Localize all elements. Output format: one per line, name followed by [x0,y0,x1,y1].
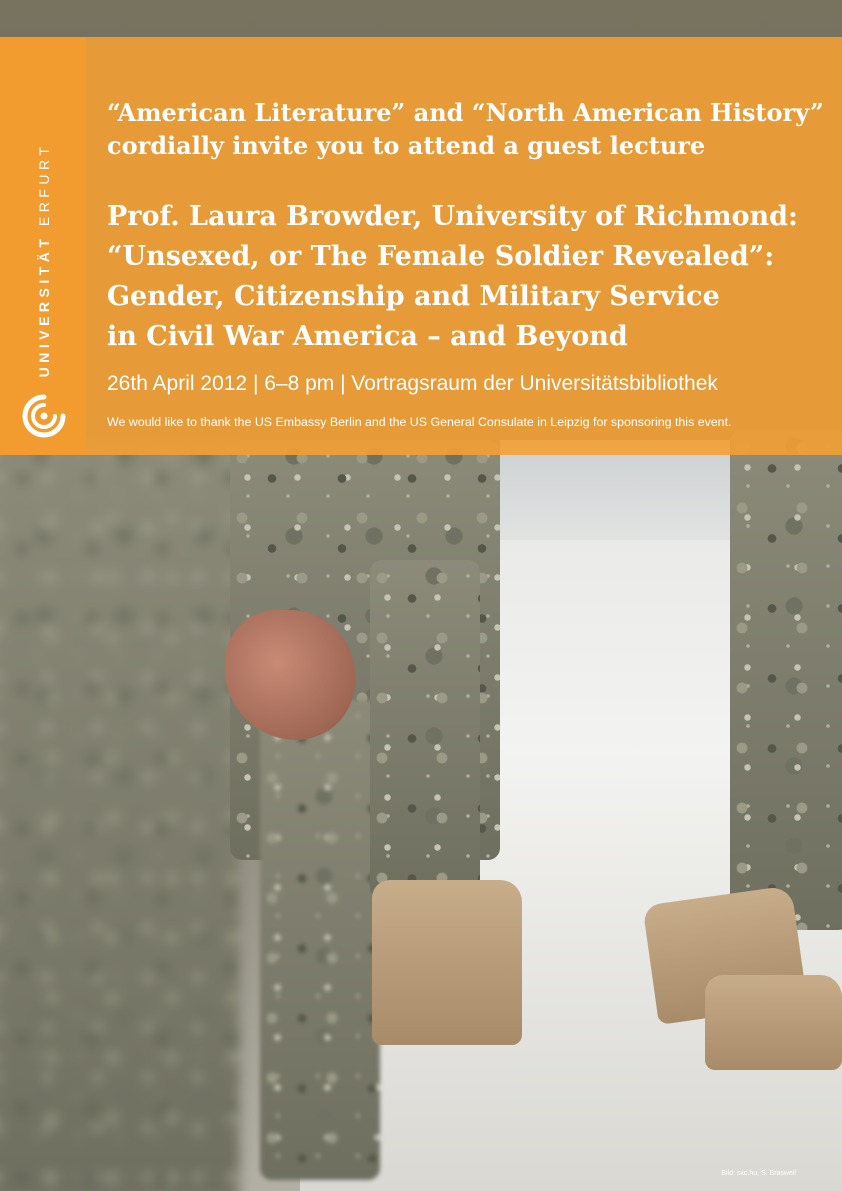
university-logo-icon [21,393,67,439]
event-details: 26th April 2012 | 6–8 pm | Vortragsraum der Universitätsbibliothek [107,372,718,395]
lecture-title-line-1: Prof. Laura Browder, University of Richmond: [107,201,799,232]
photo-credit: Bild: sxc.hu, S. Braswell [721,1170,796,1177]
boot [372,880,522,1045]
university-name [36,143,52,378]
university-name-bold: UNIVERSITÄT [36,234,52,378]
soldier-right [730,430,842,930]
university-name-light: ERFURT [36,142,52,227]
lecture-title-line-3: Gender, Citizenship and Military Service [107,281,720,312]
blurred-soldier [0,440,240,1191]
lecture-title-line-4: in Civil War America – and Beyond [107,321,628,352]
invitation-line-1: “American Literature” and “North American History” [107,98,824,127]
lecture-title [107,197,837,357]
lecture-title-line-2: “Unsexed, or The Female Soldier Revealed”: [107,241,775,272]
invitation-text [107,96,827,162]
soldier-leg [260,700,380,1180]
boot [705,975,842,1070]
soldier-leg [370,560,480,900]
invitation-line-2: cordially invite you to attend a guest lecture [107,131,706,160]
sponsor-note: We would like to thank the US Embassy Berlin and the US General Consulate in Leipzig for sponsoring this event. [107,415,732,429]
